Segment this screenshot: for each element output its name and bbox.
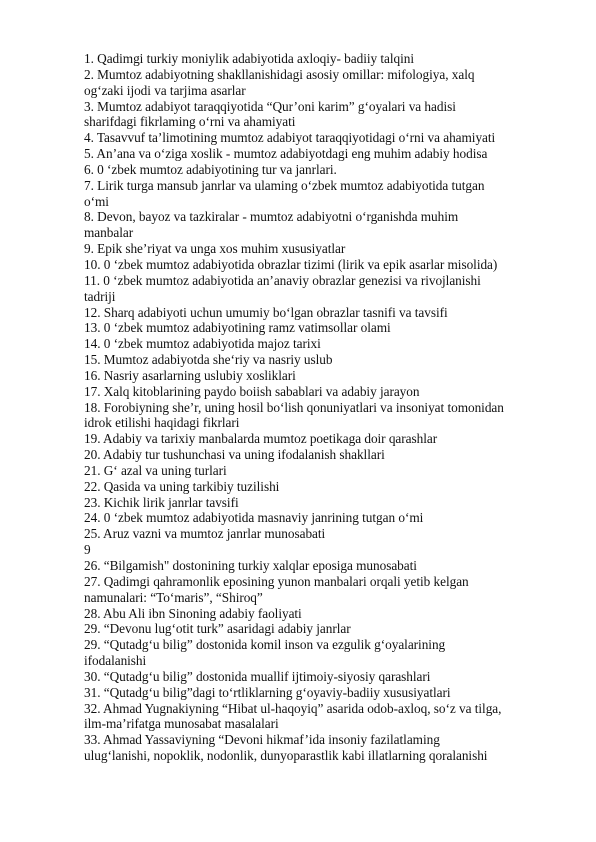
text-line: 29. “Qutadg‘u bilig” dostonida komil inson va ezgulik g‘oyalarining	[84, 637, 446, 653]
text-line: 26. “Bilgamish" dostonining turkiy xalqlar eposiga munosabati	[84, 558, 417, 573]
text-line: 13. 0 ‘zbek mumtoz adabiyotining ramz vatimsollar olami	[84, 320, 391, 336]
text-line: 23. Kichik lirik janrlar tavsifi	[84, 494, 239, 510]
text-line: 31. “Qutadg‘u bilig”dagi to‘rtliklarning g‘oyaviy-badiiy xususiyatlari	[84, 684, 451, 700]
text-line: 15. Mumtoz adabiyotda she‘riy va nasriy uslub	[84, 352, 333, 368]
text-line: 20. Adabiy tur tushunchasi va uning ifodalanish shakllari	[84, 447, 385, 463]
text-line: 25. Aruz vazni va mumtoz janrlar munosabati	[84, 526, 326, 542]
text-line: 11. 0 ‘zbek mumtoz adabiyotida an’anaviy obrazlar genezisi va rivojlanishi	[84, 272, 481, 288]
text-line: 16. Nasriy asarlarning uslubiy xosliklari	[84, 367, 296, 383]
text-line: 7. Lirik turga mansub janrlar va ulaming o‘zbek mumtoz adabiyotida tutgan	[84, 177, 485, 193]
text-line: manbalar	[84, 225, 134, 241]
text-line: sharifdagi fikrlaming o‘rni va ahamiyati	[84, 114, 296, 130]
text-line: og‘zaki ijodi va tarjima asarlar	[84, 82, 246, 98]
text-line: 9. Epik she’riyat va unga xos muhim xususiyatlar	[84, 241, 346, 257]
text-line: 17. Xalq kitoblarining paydo boiish sabablari va adabiy jarayon	[84, 383, 420, 399]
text-line: 27. Qadimgi qahramonlik eposining yunon manbalari orqali yetib kelgan	[84, 573, 469, 589]
text-line: 12. Sharq adabiyoti uchun umumiy bo‘lgan obrazlar tasnifi va tavsifi	[84, 304, 448, 320]
text-line: ulug‘lanishi, nopoklik, nodonlik, dunyoparastlik kabi illatlarning qoralanishi	[84, 748, 488, 764]
text-line: ifodalanishi	[84, 653, 147, 669]
text-line: 5. An’ana va o‘ziga xoslik - mumtoz adabiyotdagi eng muhim adabiy hodisa	[84, 146, 488, 162]
text-line: ilm-ma’rifatga munosabat masalalari	[84, 716, 279, 732]
document-page	[84, 51, 564, 764]
text-line: 24. 0 ‘zbek mumtoz adabiyotida masnaviy janrining tutgan o‘mi	[84, 510, 424, 526]
text-line: 19. Adabiy va tarixiy manbalarda mumtoz poetikaga doir qarashlar	[84, 431, 438, 447]
text-line: tadriji	[84, 288, 116, 304]
text-line: 33. Ahmad Yassaviyning “Devoni hikmaf’ida insoniy fazilatlaming	[84, 732, 440, 748]
text-line: namunalari: “To‘maris”, “Shiroq”	[84, 589, 263, 605]
text-line: idrok etilishi haqidagi fikrlari	[84, 415, 240, 431]
text-line: 30. “Qutadg‘u bilig” dostonida muallif ijtimoiy-siyosiy qarashlari	[84, 668, 431, 684]
text-line: 10. 0 ‘zbek mumtoz adabiyotida obrazlar tizimi (lirik va epik asarlar misolida)	[84, 256, 498, 272]
page-number: 9	[84, 542, 91, 558]
text-line: 28. Abu Ali ibn Sinoning adabiy faoliyati	[84, 605, 302, 621]
text-line: 3. Mumtoz adabiyot taraqqiyotida “Qur’oni karim” g‘oyalari va hadisi	[84, 98, 456, 114]
text-line: 6. 0 ‘zbek mumtoz adabiyotining tur va janrlari.	[84, 161, 337, 177]
text-line: 2. Mumtoz adabiyotning shakllanishidagi asosiy omillar: mifologiya, xalq	[84, 66, 475, 82]
text-line: 14. 0 ‘zbek mumtoz adabiyotida majoz tarixi	[84, 336, 321, 352]
text-line: o‘mi	[84, 193, 109, 209]
text-line: 1. Qadimgi turkiy moniylik adabiyotida axloqiy- badiiy talqini	[84, 51, 415, 66]
text-line: 22. Qasida va uning tarkibiy tuzilishi	[84, 478, 280, 494]
text-line: 18. Forobiyning she’r, uning hosil bo‘lish qonuniyatlari va insoniyat tomonidan	[84, 399, 504, 415]
text-line: 29. “Devonu lug‘otit turk” asaridagi adabiy janrlar	[84, 621, 351, 637]
text-line: 4. Tasavvuf ta’limotining mumtoz adabiyot taraqqiyotidagi o‘rni va ahamiyati	[84, 130, 496, 146]
text-line: 32. Ahmad Yugnakiyning “Hibat ul-haqoyiq” asarida odob-axloq, so‘z va tilga,	[84, 700, 502, 716]
text-line: 21. G‘ azal va uning turlari	[84, 462, 227, 478]
text-line: 8. Devon, bayoz va tazkiralar - mumtoz adabiyotni o‘rganishda muhim	[84, 209, 459, 225]
